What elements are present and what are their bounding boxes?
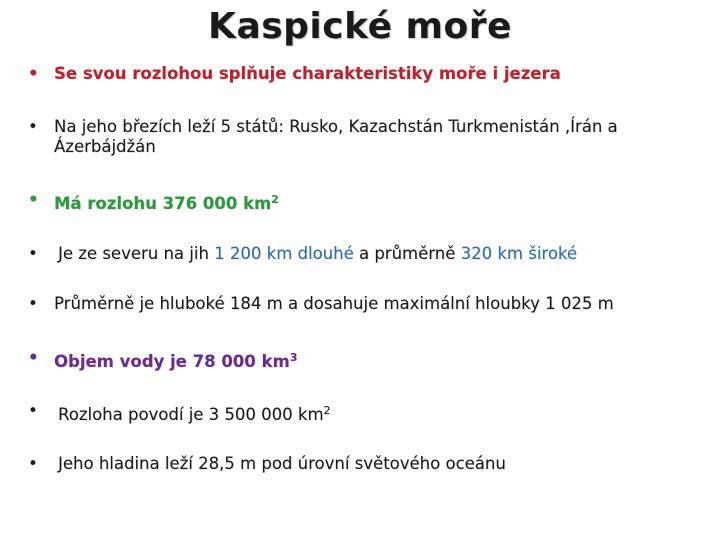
- area-text: Má rozlohu 376 000 km: [54, 194, 272, 213]
- bullet-text: [58, 401, 708, 425]
- length-highlight: 1 200 km dlouhé: [214, 244, 354, 263]
- bullet-item: [28, 244, 708, 264]
- superscript: 2: [271, 193, 279, 206]
- text-part: Je ze severu na jih: [58, 244, 215, 263]
- bullet-text: Průměrně je hluboké 184 m a dosahuje maximální hloubky 1 025 m: [54, 294, 614, 313]
- bullet-item: [28, 117, 708, 157]
- bullet-text: Jeho hladina leží 28,5 m pod úrovní světového oceánu: [58, 454, 506, 473]
- text-part: a průměrně: [353, 244, 461, 263]
- bullet-text: [54, 348, 708, 372]
- bullet-text: Na jeho březích leží 5 států: Rusko, Kazachstán Turkmenistán ,Írán a Ázerbájdžán: [54, 117, 618, 156]
- bullet-dot: •: [28, 454, 38, 473]
- bullet-text: [58, 244, 708, 264]
- bullet-dot: •: [28, 244, 38, 263]
- bullet-item: [28, 64, 708, 84]
- bullet-dot: •: [28, 401, 38, 420]
- bullet-dot: •: [28, 348, 39, 367]
- bullet-dot: •: [28, 117, 38, 136]
- bullet-item: [28, 454, 708, 474]
- bullet-dot: •: [28, 294, 38, 313]
- bullet-item: [28, 190, 708, 214]
- bullet-text: [54, 190, 708, 214]
- bullet-dot: •: [28, 190, 39, 209]
- bullet-item: [28, 294, 708, 314]
- bullet-dot: •: [28, 64, 39, 83]
- bullet-text: Se svou rozlohou splňuje charakteristiky moře i jezera: [54, 64, 561, 83]
- width-highlight: 320 km široké: [460, 244, 578, 263]
- superscript: 2: [323, 404, 331, 417]
- bullet-item: [28, 401, 708, 425]
- slide-title: Kaspické moře: [208, 6, 512, 47]
- superscript: 3: [289, 351, 298, 364]
- volume-text: Objem vody je 78 000 km: [54, 352, 290, 371]
- basin-text: Rozloha povodí je 3 500 000 km: [58, 405, 324, 424]
- bullet-item: [28, 348, 708, 372]
